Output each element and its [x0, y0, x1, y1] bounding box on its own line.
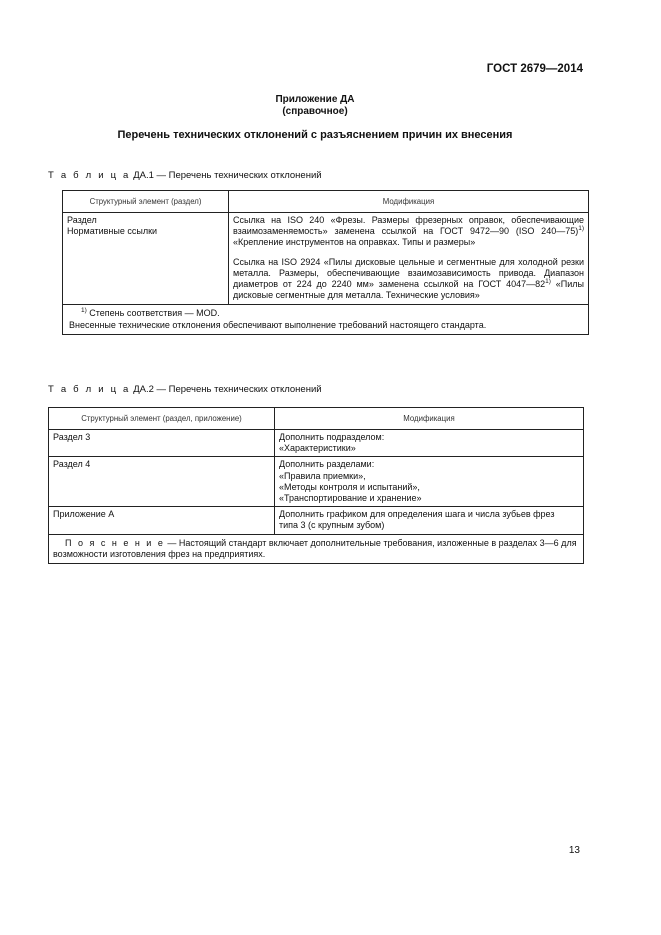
footnote-ref: 1) [578, 225, 584, 233]
table2-caption-text: ДА.2 — Перечень технических отклонений [133, 384, 322, 395]
table-row [63, 213, 589, 305]
list-title: Перечень технических отклонений с разъяснением причин их внесения [117, 129, 513, 141]
modification-text: Ссылка на ISO 2924 «Пилы дисковые цельные и сегментные для холодной резки металла. Размеры, обеспечивающие взаимозависимость привода. Диапазон диаметров от 224 до 2240 мм» заменена ссылкой на ГОСТ 4047—82 [233, 256, 584, 290]
annex-title: Приложение ДА [275, 94, 355, 105]
modification-line: «Характеристики» [279, 443, 356, 454]
modification-text: «Крепление инструментов на оправках. Типы и размеры» [233, 237, 476, 248]
table2-modification-cell [275, 457, 584, 507]
table2-caption [48, 384, 322, 395]
modification-text: «Пилы дисковые сегментные для металла. Технические условия» [233, 279, 584, 301]
note-text: — Настоящий стандарт включает дополнительные требования, изложенные в разделах 3—6 для возможности изготовления фрез на предприятиях. [53, 537, 577, 559]
table2-caption-prefix: Т а б л и ц а [48, 384, 131, 395]
table2-element-cell: Раздел 4 [49, 457, 275, 507]
modification-text: Ссылка на ISO 240 «Фрезы. Размеры фрезерных оправок, обеспечивающие взаимозаменяемость» заменена ссылкой на ГОСТ 9472—90 (ISO 240—75) [233, 215, 584, 237]
table1-caption-prefix: Т а б л и ц а [48, 170, 131, 181]
modification-line: Дополнить подразделом: [279, 432, 385, 442]
table1-col-element: Структурный элемент (раздел) [63, 191, 229, 213]
modification-line: типа 3 (с крупным зубом) [279, 520, 385, 531]
annex-heading [0, 94, 630, 118]
standard-header: ГОСТ 2679—2014 [486, 63, 583, 75]
table1-note: Внесенные технические отклонения обеспечивают выполнение требований настоящего стандарта. [69, 319, 487, 330]
table2-modification-cell [275, 507, 584, 534]
table-row [49, 457, 584, 507]
annex-subtitle: (справочное) [282, 106, 348, 117]
table1-notes-row [63, 305, 589, 334]
modification-line: Дополнить графиком для определения шага и числа зубьев фрез [279, 509, 555, 520]
modification-paragraph [233, 215, 584, 249]
table2-element-cell: Раздел 3 [49, 430, 275, 457]
table-row [49, 507, 584, 534]
table2-header-row [49, 408, 584, 430]
note-label: П о я с н е н и е [65, 537, 165, 548]
modification-line: «Методы контроля и испытаний», [279, 481, 420, 492]
element-line: Нормативные ссылки [67, 226, 158, 237]
table1-header-row [63, 191, 589, 213]
modification-line: «Правила приемки», [279, 470, 366, 481]
table1-col-modification: Модификация [229, 191, 589, 213]
table2-note-row [49, 534, 584, 563]
element-line: Раздел [67, 215, 97, 225]
table2-note [49, 534, 584, 563]
table2-modification-cell [275, 430, 584, 457]
modification-line: Дополнить разделами: [279, 459, 375, 470]
table2-col-modification: Модификация [275, 408, 584, 430]
footnote-text: Степень соответствия — MOD. [86, 308, 220, 319]
table2-element-cell: Приложение А [49, 507, 275, 534]
footnote-ref: 1) [545, 278, 551, 286]
table1 [62, 190, 589, 335]
modification-line: «Транспортирование и хранение» [279, 493, 422, 504]
table1-element-cell [63, 213, 229, 305]
footnote-mark: 1) [81, 307, 87, 315]
modification-paragraph [233, 257, 584, 302]
page-number: 13 [568, 845, 580, 856]
table-row [49, 430, 584, 457]
footnote [69, 308, 582, 319]
table2 [48, 407, 584, 564]
table1-modification-cell [229, 213, 589, 305]
table1-caption-text: ДА.1 — Перечень технических отклонений [133, 170, 322, 181]
table2-col-element: Структурный элемент (раздел, приложение) [49, 408, 275, 430]
table1-caption [48, 170, 322, 181]
table1-notes [63, 305, 589, 334]
